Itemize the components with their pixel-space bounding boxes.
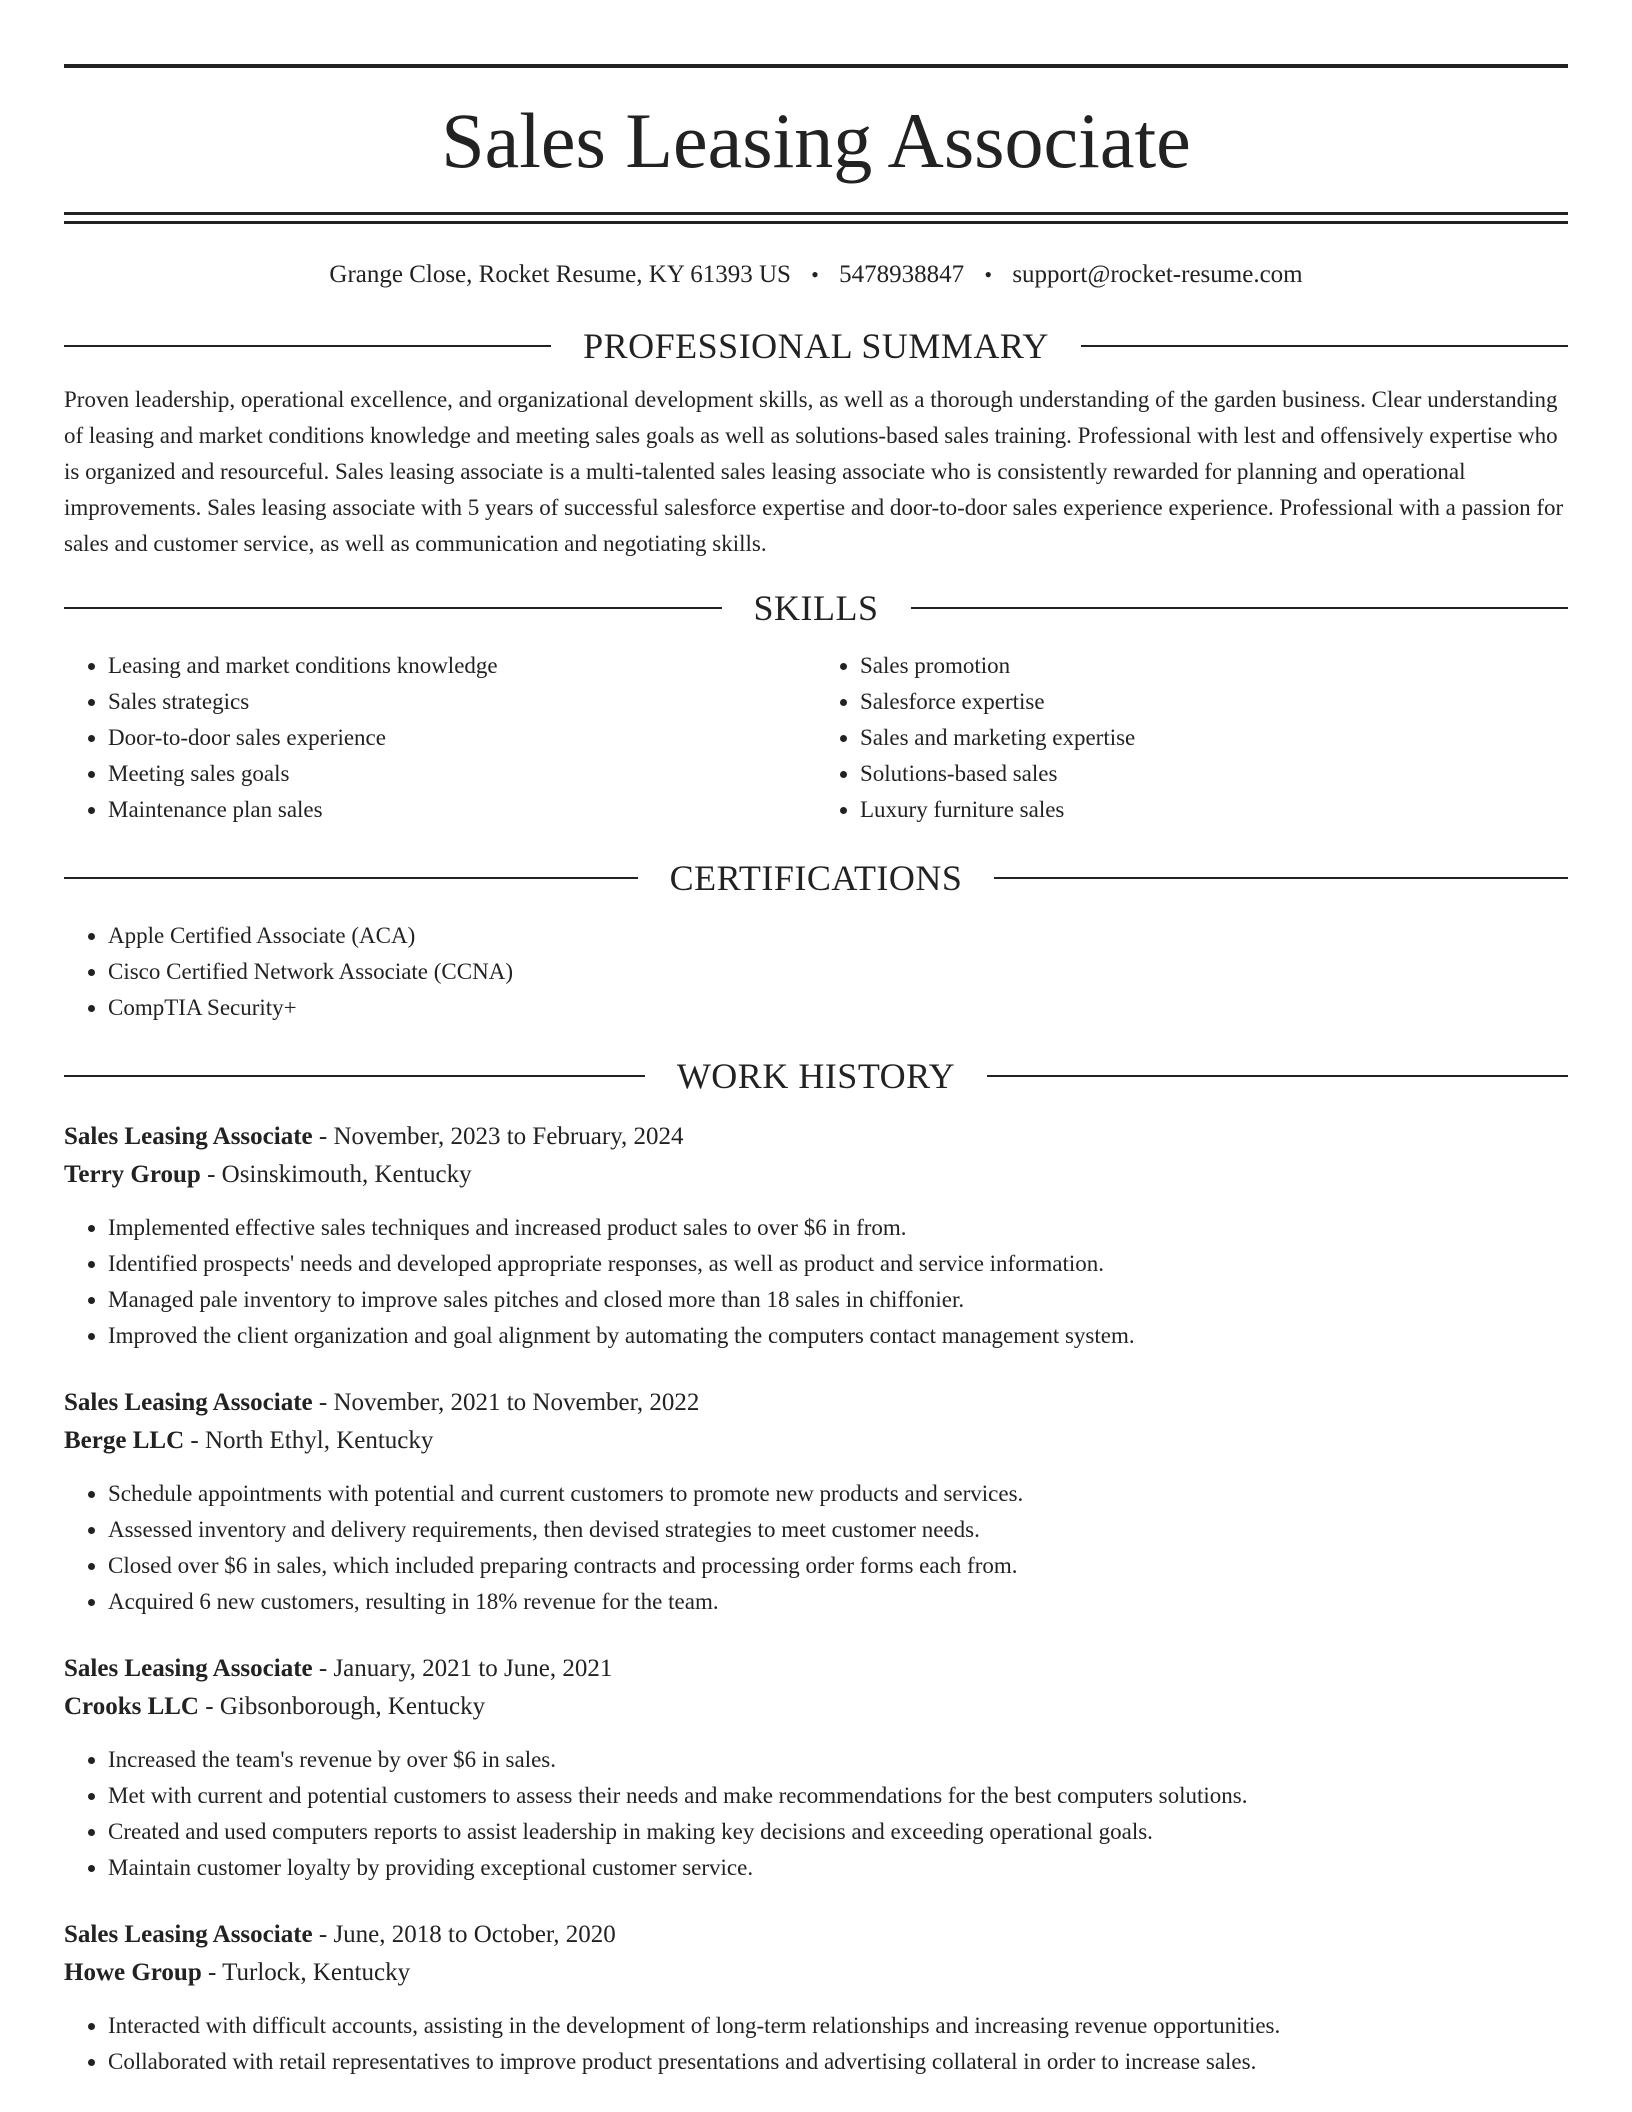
- job-company-line: [64, 1156, 1568, 1194]
- heading-rule-right: [911, 607, 1569, 609]
- heading-rule-left: [64, 345, 551, 347]
- skill-item: • Sales strategics: [108, 684, 816, 720]
- top-rule: [64, 64, 1568, 68]
- job-bullets: [64, 2008, 1568, 2080]
- job-entry: [64, 1118, 1568, 1354]
- skill-item: • Maintenance plan sales: [108, 792, 816, 828]
- job-bullet: • Maintain customer loyalty by providing exceptional customer service.: [108, 1850, 1568, 1886]
- job-bullet: • Collaborated with retail representatives to improve product presentations and advertising collateral in order to increase sales.: [108, 2044, 1568, 2080]
- job-company-line: [64, 1954, 1568, 1992]
- job-bullets: [64, 1210, 1568, 1354]
- section-heading-skills: [64, 586, 1568, 630]
- job-company: Terry Group: [64, 1161, 201, 1188]
- section-title: SKILLS: [753, 588, 879, 628]
- skill-item: • Sales promotion: [860, 648, 1568, 684]
- job-entry: [64, 1650, 1568, 1886]
- job-bullet: • Schedule appointments with potential and current customers to promote new products and services.: [108, 1476, 1568, 1512]
- title-double-rule: [64, 212, 1568, 224]
- section-heading-work-history: [64, 1054, 1568, 1098]
- contact-email: support@rocket-resume.com: [1012, 261, 1303, 288]
- heading-rule-right: [987, 1075, 1568, 1077]
- section-title: PROFESSIONAL SUMMARY: [583, 326, 1049, 366]
- certification-item: • CompTIA Security+: [108, 990, 1568, 1026]
- job-company: Howe Group: [64, 1959, 202, 1986]
- job-bullet: • Acquired 6 new customers, resulting in 18% revenue for the team.: [108, 1584, 1568, 1620]
- contact-phone: 5478938847: [839, 261, 965, 288]
- job-bullets: [64, 1742, 1568, 1886]
- job-bullet: • Interacted with difficult accounts, assisting in the development of long-term relationships and increasing revenue opportunities.: [108, 2008, 1568, 2044]
- job-dates: - November, 2023 to February, 2024: [312, 1123, 684, 1150]
- job-bullet: • Increased the team's revenue by over $6 in sales.: [108, 1742, 1568, 1778]
- contact-line: [64, 260, 1568, 290]
- job-bullet: • Improved the client organization and goal alignment by automating the computers contact management system.: [108, 1318, 1568, 1354]
- section-title: WORK HISTORY: [676, 1056, 956, 1096]
- job-dates: - January, 2021 to June, 2021: [312, 1655, 613, 1682]
- job-bullet: • Met with current and potential customers to assess their needs and make recommendations for the best computers solutions.: [108, 1778, 1568, 1814]
- job-title-line: [64, 1118, 1568, 1156]
- job-bullet: • Implemented effective sales techniques and increased product sales to over $6 in from.: [108, 1210, 1568, 1246]
- heading-rule-left: [64, 1075, 645, 1077]
- skill-item: • Salesforce expertise: [860, 684, 1568, 720]
- certifications-list: [64, 918, 1568, 1026]
- job-company-line: [64, 1688, 1568, 1726]
- certification-item: • Apple Certified Associate (ACA): [108, 918, 1568, 954]
- heading-rule-left: [64, 607, 722, 609]
- job-title: Sales Leasing Associate: [64, 1123, 313, 1150]
- job-bullet: • Created and used computers reports to assist leadership in making key decisions and exceeding operational goals.: [108, 1814, 1568, 1850]
- skill-item: • Solutions-based sales: [860, 756, 1568, 792]
- job-title-line: [64, 1916, 1568, 1954]
- job-location: - Osinskimouth, Kentucky: [200, 1161, 472, 1188]
- job-title: Sales Leasing Associate: [64, 1655, 313, 1682]
- job-bullet: • Closed over $6 in sales, which included preparing contracts and processing order forms each from.: [108, 1548, 1568, 1584]
- section-heading-summary: [64, 324, 1568, 368]
- summary-text: Proven leadership, operational excellence, and organizational development skills, as well as a thorough understanding of the garden business. Clear understanding of leasing and market conditions knowledge and meeting sales goals as well as solutions-based sales training. Professional with lest and offensively expertise who is organized and resourceful. Sales leasing associate is a multi-talented sales leasing associate who is consistently rewarded for planning and operational improvements. Sales leasing associate with 5 years of successful salesforce expertise and door-to-door sales experience experience. Professional with a passion for sales and customer service, as well as communication and negotiating skills.: [64, 387, 1564, 556]
- job-location: - Turlock, Kentucky: [201, 1959, 411, 1986]
- job-dates: - November, 2021 to November, 2022: [312, 1389, 700, 1416]
- job-title-line: [64, 1650, 1568, 1688]
- job-location: - Gibsonborough, Kentucky: [199, 1693, 486, 1720]
- skill-item: • Leasing and market conditions knowledge: [108, 648, 816, 684]
- skills-column-right: [816, 648, 1568, 828]
- job-dates: - June, 2018 to October, 2020: [312, 1921, 616, 1948]
- job-entry: [64, 1384, 1568, 1620]
- job-bullets: [64, 1476, 1568, 1620]
- section-heading-certifications: [64, 856, 1568, 900]
- skill-item: • Sales and marketing expertise: [860, 720, 1568, 756]
- job-entry: [64, 1916, 1568, 2080]
- job-bullet: • Assessed inventory and delivery requirements, then devised strategies to meet customer needs.: [108, 1512, 1568, 1548]
- job-bullet: • Identified prospects' needs and developed appropriate responses, as well as product and service information.: [108, 1246, 1568, 1282]
- job-company: Crooks LLC: [64, 1693, 199, 1720]
- heading-rule-right: [994, 877, 1568, 879]
- job-title: Sales Leasing Associate: [64, 1389, 313, 1416]
- heading-rule-right: [1081, 345, 1568, 347]
- job-bullet: • Managed pale inventory to improve sales pitches and closed more than 18 sales in chiffonier.: [108, 1282, 1568, 1318]
- job-title-line: [64, 1384, 1568, 1422]
- contact-separator: •: [811, 262, 819, 287]
- contact-separator: •: [984, 262, 993, 287]
- job-title: Sales Leasing Associate: [64, 1921, 313, 1948]
- skill-item: • Door-to-door sales experience: [108, 720, 816, 756]
- job-company-line: [64, 1422, 1568, 1460]
- skill-item: • Meeting sales goals: [108, 756, 816, 792]
- skills-list: [64, 648, 1568, 828]
- job-location: - North Ethyl, Kentucky: [184, 1427, 434, 1454]
- heading-rule-left: [64, 877, 638, 879]
- skill-item: • Luxury furniture sales: [860, 792, 1568, 828]
- resume-title: Sales Leasing Associate: [441, 97, 1191, 184]
- job-company: Berge LLC: [64, 1427, 185, 1454]
- section-title: CERTIFICATIONS: [669, 858, 963, 898]
- skills-column-left: [64, 648, 816, 828]
- certification-item: • Cisco Certified Network Associate (CCNA): [108, 954, 1568, 990]
- contact-address: Grange Close, Rocket Resume, KY 61393 US: [329, 261, 791, 288]
